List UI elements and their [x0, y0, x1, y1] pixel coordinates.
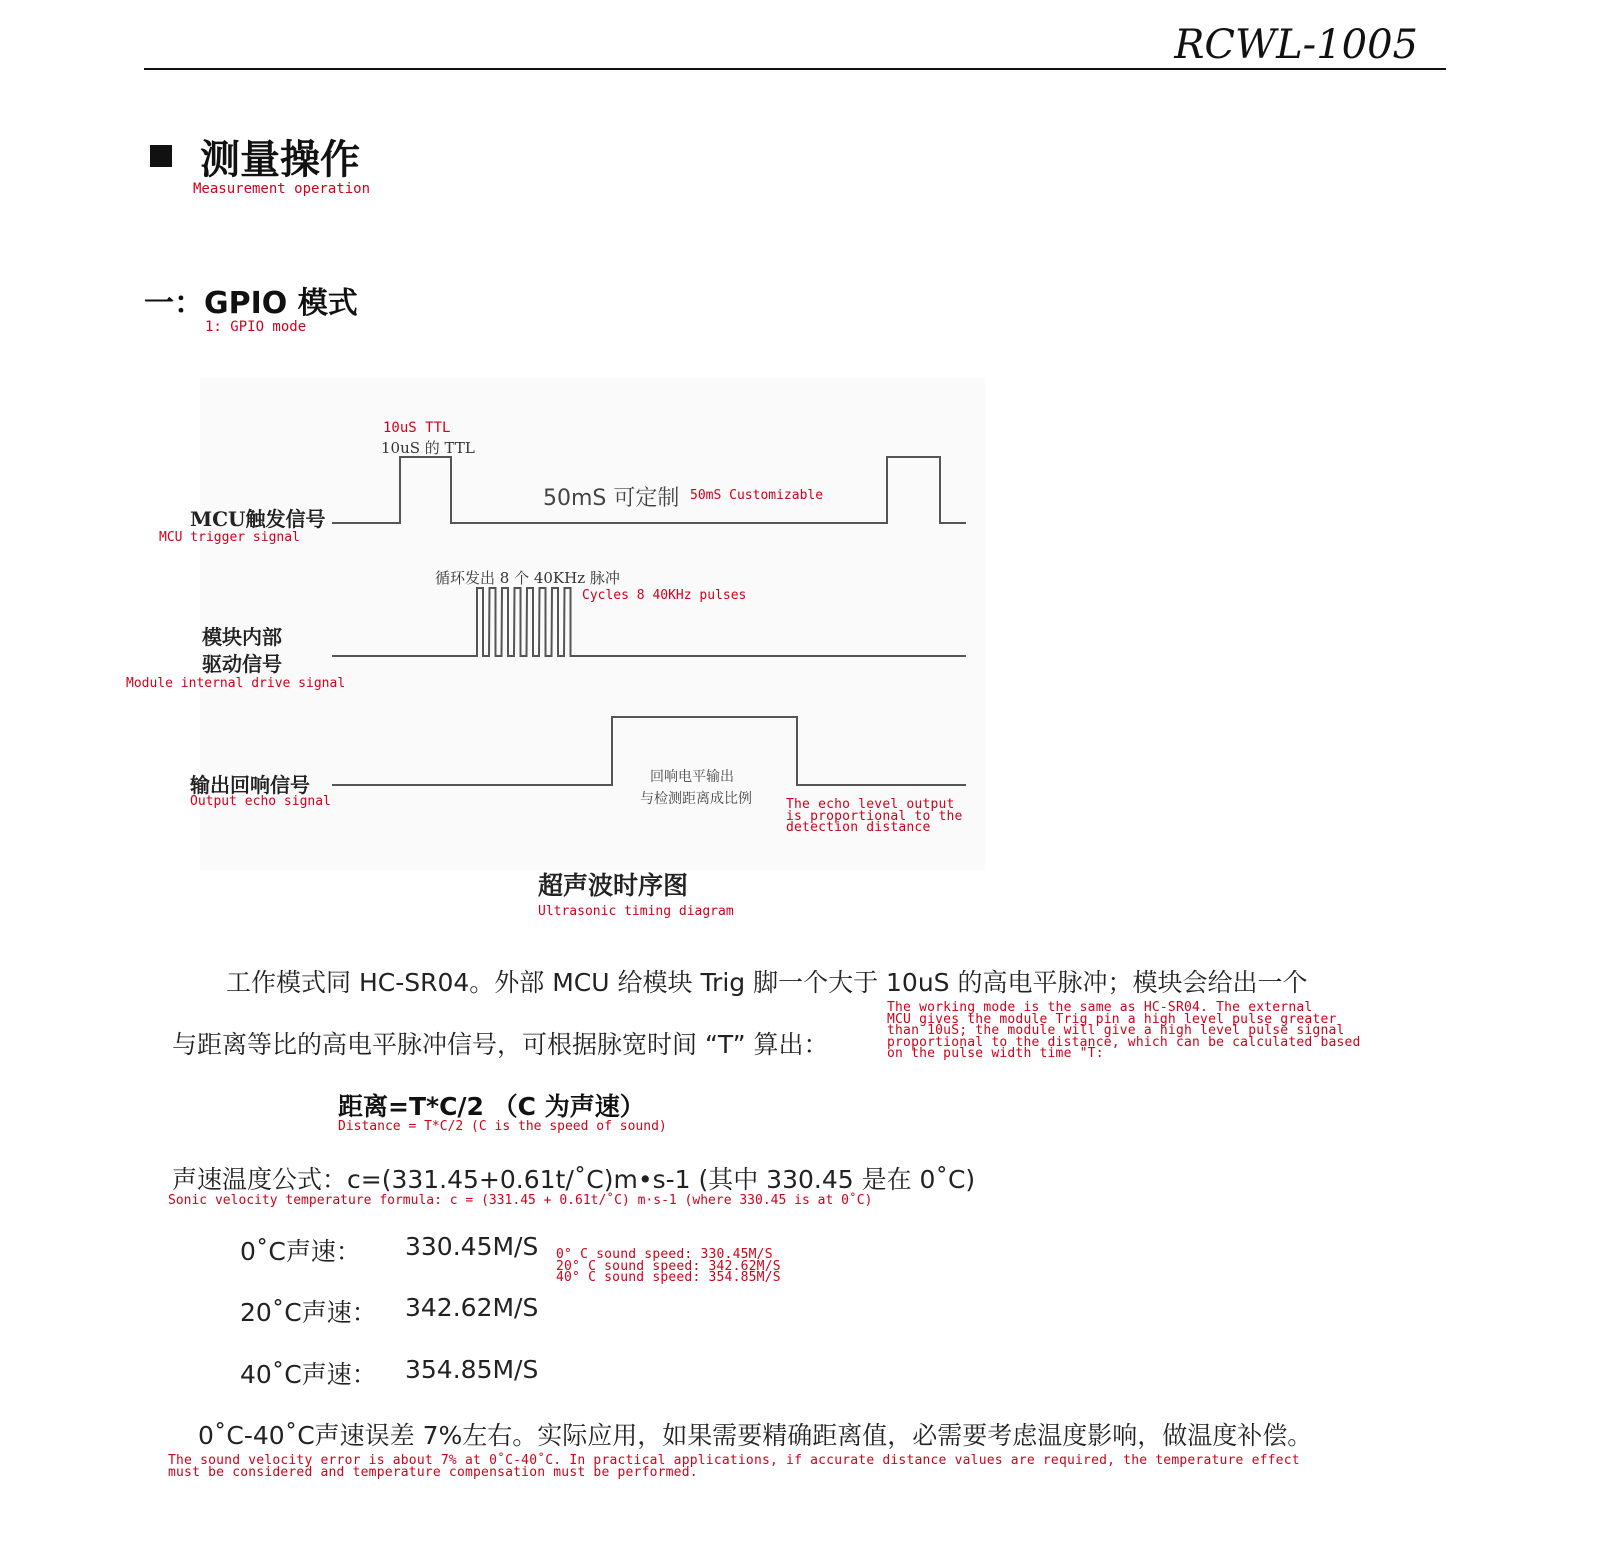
echo-note-line2: 与检测距离成比例: [640, 791, 752, 807]
speed-label: 40˚C声速：: [240, 1360, 377, 1389]
pulse-label-cn: 10uS 的 TTL: [381, 439, 475, 457]
subsection-title: 一：GPIO 模式: [144, 286, 358, 321]
body-paragraph-line1: 工作模式同 HC-SR04。外部 MCU 给模块 Trig 脚一个大于 10uS 的高电平脉冲；模块会给出一个: [226, 968, 1308, 997]
burst-label-translation: Cycles 8 40KHz pulses: [582, 588, 747, 603]
section-title-translation: Measurement operation: [193, 181, 371, 197]
subsection-title-translation: 1: GPIO mode: [205, 319, 307, 335]
sound-speed-formula-translation: Sonic velocity temperature formula: c = (331.45 + 0.61t/˚C) m·s-1 (where 330.45 is at 0˚C): [168, 1193, 873, 1208]
document-model-number: RCWL-1005: [1174, 22, 1418, 68]
distance-formula: 距离=T*C/2 （C 为声速）: [338, 1092, 645, 1121]
echo-note-translation: The echo level output is proportional to the detection distance: [786, 797, 963, 835]
period-label: 50mS 可定制: [543, 486, 680, 511]
body-paragraph-line2: 与距离等比的高电平脉冲信号，可根据脉宽时间 “T” 算出：: [172, 1030, 829, 1059]
error-note: 0˚C-40˚C声速误差 7%左右。实际应用，如果需要精确距离值，必需要考虑温度影响，做温度补偿。: [198, 1421, 1313, 1450]
sound-speed-formula: 声速温度公式：c=(331.45+0.61t/˚C)m•s-1 (其中 330.45 是在 0˚C): [172, 1165, 976, 1194]
drive-signal-label-line1: 模块内部: [202, 625, 282, 649]
diagram-caption-translation: Ultrasonic timing diagram: [538, 904, 734, 919]
trigger-signal-label: MCU触发信号: [190, 507, 326, 531]
echo-signal-translation: Output echo signal: [190, 794, 331, 809]
speed-label: 20˚C声速：: [240, 1298, 377, 1327]
body-paragraph-translation: The working mode is the same as HC-SR04. The external MCU gives the module Trig pin a high level pulse greater than 10uS; the module will give a high level pulse signal proportional to the distance, which can be calculated based on the pulse width time "T:: [887, 1000, 1361, 1061]
burst-label: 循环发出 8 个 40KHz 脉冲: [435, 569, 620, 587]
speed-value: 342.62M/S: [405, 1293, 539, 1322]
echo-signal-label: 输出回响信号: [190, 773, 310, 797]
drive-signal-label-line2: 驱动信号: [202, 652, 282, 676]
distance-formula-translation: Distance = T*C/2 (C is the speed of sound): [338, 1119, 667, 1134]
speed-label: 0˚C声速：: [240, 1237, 361, 1266]
speed-table-translation: 0° C sound speed: 330.45M/S 20° C sound speed: 342.62M/S 40° C sound speed: 354.85M/S: [556, 1247, 781, 1285]
trigger-signal-translation: MCU trigger signal: [159, 530, 300, 545]
speed-value: 330.45M/S: [405, 1232, 539, 1261]
error-note-translation: The sound velocity error is about 7% at 0˚C-40˚C. In practical applications, if accurate distance values are required, the temperature effect must be considered and temperature compensation must be performed.: [168, 1453, 1300, 1480]
diagram-caption: 超声波时序图: [538, 871, 689, 900]
drive-signal-translation: Module internal drive signal: [126, 676, 346, 691]
pulse-label: 10uS TTL: [383, 420, 451, 436]
period-label-translation: 50mS Customizable: [690, 488, 824, 503]
section-title: 测量操作: [200, 137, 360, 183]
echo-note-line1: 回响电平输出: [650, 769, 734, 785]
speed-value: 354.85M/S: [405, 1355, 539, 1384]
